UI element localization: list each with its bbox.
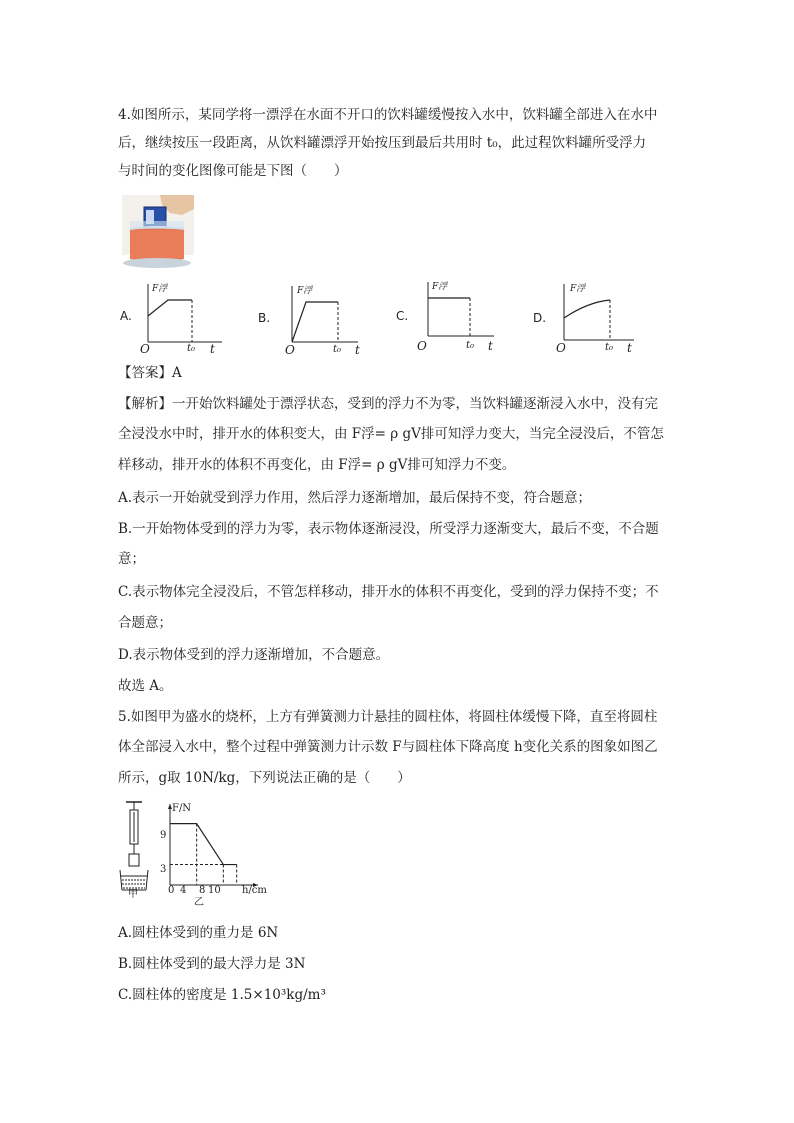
graph-d-origin: O (556, 341, 566, 355)
chart-series-line (170, 824, 237, 865)
graph-d-t0: t₀ (605, 342, 614, 353)
graph-a-t0: t₀ (187, 343, 196, 354)
chart-xlabel: h/cm (242, 885, 267, 896)
option-a-label: A. (120, 309, 132, 323)
q4-line1: 4.如图所示，某同学将一漂浮在水面不开口的饮料罐缓慢按入水中，饮料罐全部进入在水中 (118, 107, 658, 123)
q5-option-b: B.圆柱体受到的最大浮力是 3N (118, 956, 306, 972)
graph-b-origin: O (285, 343, 295, 357)
chart-xtick-0: 0 (168, 885, 175, 896)
analysis-line2: 全浸没水中时，排开水的体积变大，由 F浮= ρ gV排可知浮力变大，当完全浸没后，不管怎 (118, 426, 664, 442)
chart-xtick-10: 10 (208, 885, 221, 896)
analysis-conclusion: 故选 A。 (118, 678, 173, 694)
option-b-label: B. (258, 311, 271, 325)
answer-label: 【答案】A (118, 365, 182, 381)
q4-line2: 后，继续按压一段距离，从饮料罐漂浮开始按压到最后共用时 t₀，此过程饮料罐所受浮力 (118, 135, 647, 151)
can-in-water-photo (122, 195, 194, 271)
analysis-option-b2: 意； (118, 551, 145, 567)
option-d-label: D. (533, 311, 547, 325)
graph-b-ylabel: F浮 (297, 286, 313, 296)
q5-line3: 所示，g取 10N/kg，下列说法正确的是（ ） (118, 770, 411, 786)
option-c-label: C. (396, 309, 409, 323)
analysis-option-b1: B.一开始物体受到的浮力为零，表示物体逐渐浸没，所受浮力逐渐变大，最后不变，不合题 (118, 521, 659, 537)
chart-ylabel: F/N (172, 803, 192, 814)
graph-d-t: t (627, 341, 632, 355)
chart-ytick-3: 3 (160, 864, 167, 875)
analysis-option-a: A.表示一开始就受到浮力作用，然后浮力逐渐增加，最后保持不变，符合题意； (118, 490, 592, 506)
graph-b-t0: t₀ (333, 344, 342, 355)
series-line-F (170, 824, 237, 865)
q4-line3: 与时间的变化图像可能是下图（ ） (118, 163, 348, 179)
q5-option-c: C.圆柱体的密度是 1.5×10³kg/m³ (118, 987, 326, 1003)
graph-c-t: t (488, 339, 493, 353)
analysis-option-c1: C.表示物体完全浸没后，不管怎样移动，排开水的体积不再变化，受到的浮力保持不变；不 (118, 584, 659, 600)
analysis-option-c2: 合题意； (118, 615, 172, 631)
graph-c-ylabel: F浮 (432, 282, 448, 292)
figure-jia-label: 甲 (128, 889, 138, 900)
figure-yi-label: 乙 (194, 897, 204, 908)
analysis-line3: 样移动，排开水的体积不再变化，由 F浮= ρ gV排可知浮力不变。 (118, 457, 516, 473)
graph-a-t: t (210, 342, 215, 356)
analysis-option-d: D.表示物体受到的浮力逐渐增加，不合题意。 (118, 647, 390, 663)
graph-c-origin: O (417, 339, 427, 353)
graph-a-ylabel: F浮 (152, 284, 168, 294)
q5-line2: 体全部浸入水中，整个过程中弹簧测力计示数 F与圆柱体下降高度 h变化关系的图象如图乙 (118, 739, 658, 755)
graph-a-origin: O (140, 342, 150, 356)
analysis-line1: 【解析】一开始饮料罐处于漂浮状态，受到的浮力不为零，当饮料罐逐渐浸入水中，没有完 (118, 396, 658, 412)
graph-c-t0: t₀ (466, 340, 475, 351)
chart-ytick-9: 9 (160, 830, 167, 841)
graph-d-ylabel: F浮 (570, 284, 586, 294)
chart-xtick-8: 8 (199, 885, 206, 896)
chart-xtick-4: 4 (180, 885, 187, 896)
q5-line1: 5.如图甲为盛水的烧杯，上方有弹簧测力计悬挂的圆柱体，将圆柱体缓慢下降，直至将圆柱 (118, 709, 658, 725)
graph-b-t: t (355, 343, 360, 357)
q5-option-a: A.圆柱体受到的重力是 6N (118, 925, 279, 941)
spring-balance-beaker-figure (118, 800, 154, 896)
